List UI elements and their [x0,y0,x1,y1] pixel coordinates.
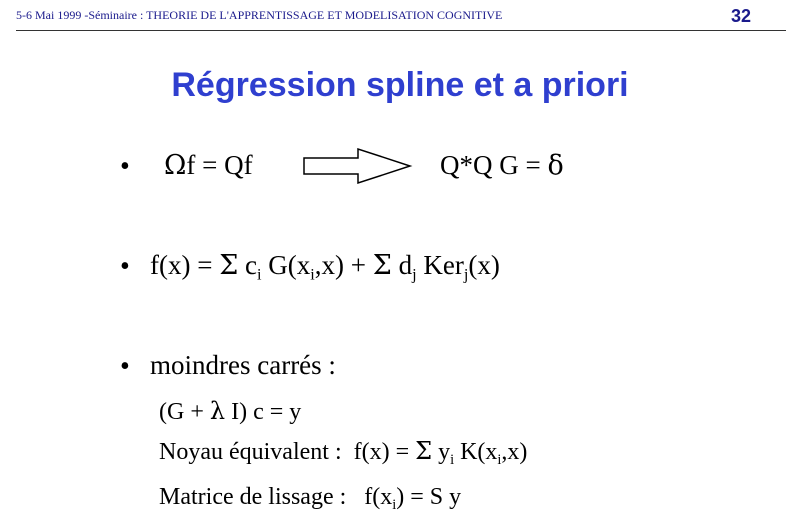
l1-end: I) c = y [225,399,302,425]
sigma-symbol: Σ [219,250,239,281]
b2-sub-j2: j [463,265,469,284]
implies-arrow-icon [302,147,414,190]
eq-right-text: Q*Q G [440,150,519,180]
l1-start: (G + [159,399,210,425]
b2-ker-end: (x) [468,250,500,280]
bullet-2-marker: • [120,251,130,282]
b2-c: c [238,250,258,280]
page-number: 32 [731,6,752,26]
l2-start: Noyau équivalent : f(x) = [159,439,416,465]
l2-sub-i: i [450,452,455,469]
b2-ker: Ker [416,250,464,280]
b2-prefix: f(x) = [150,250,220,280]
b2-sub-i2: i [310,265,315,284]
l2-k: K(x [454,439,498,465]
l3-sub-i: i [392,497,397,514]
b2-g: G(x [261,250,311,280]
omega-symbol: Ω [164,150,187,181]
b2-sub-i: i [257,265,262,284]
header-divider [16,30,786,31]
b2-sub-j: j [412,265,417,284]
lambda-symbol: λ [209,397,226,425]
l3-end: ) = S y [396,484,462,510]
smoothing-matrix-line [159,484,462,514]
bullet-1-left-equation [164,150,253,181]
bullet-1-marker: • [120,151,130,182]
l2-y: y [432,439,451,465]
l3-start: Matrice de lissage : f(x [159,484,393,510]
slide-title: Régression spline et a priori [171,66,629,104]
b2-d: d [391,250,413,280]
equivalent-kernel-line [159,437,528,469]
eq-left-text: f = Qf [186,150,253,180]
delta-symbol: δ [547,150,564,181]
header-text: 5-6 Mai 1999 -Séminaire : THEORIE DE L'APPRENTISSAGE ET MODELISATION COGNITIVE [16,8,503,22]
b2-g-end: ,x) + [314,250,373,280]
bullet-3-marker: • [120,351,130,382]
bullet-3-label: moindres carrés : [150,350,336,380]
bullet-2-equation [150,250,500,284]
bullet-1-right-equation [440,150,564,181]
sigma-symbol-3: Σ [415,437,433,465]
eq-right-equals: = [518,150,548,180]
normal-equation-line [159,397,301,426]
l2-end: ,x) [501,439,528,465]
l2-sub-i2: i [497,452,502,469]
sigma-symbol-2: Σ [372,250,392,281]
